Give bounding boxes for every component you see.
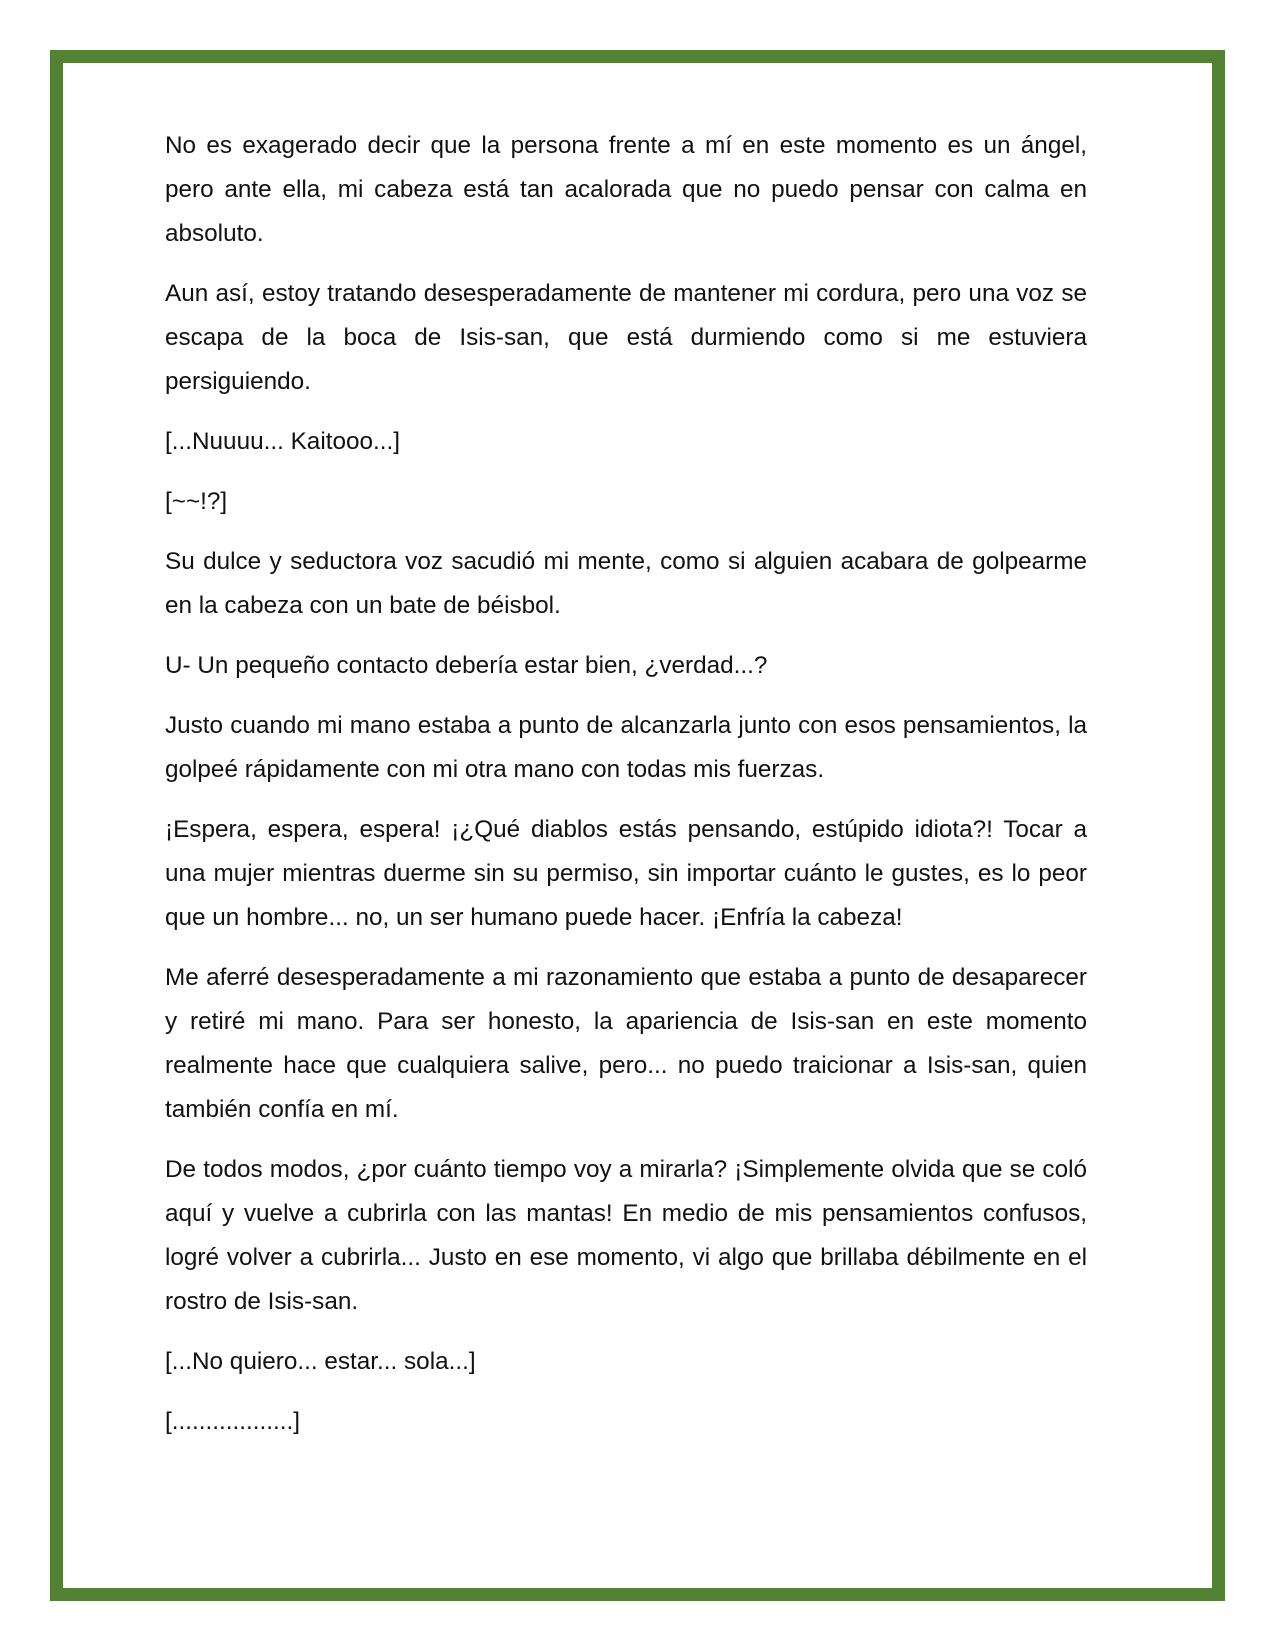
dialogue-line: [...Nuuuu... Kaitooo...]	[165, 428, 401, 455]
dialogue-line: [...No quiero... estar... sola...]	[165, 1348, 476, 1375]
paragraph: Aun así, estoy tratando desesperadamente de mantener mi cordura, pero una voz se escapa de la boca de Isis-san, que está durmiendo como si me estuviera persiguiendo.	[165, 280, 1087, 395]
paragraph: No es exagerado decir que la persona frente a mí en este momento es un ángel, pero ante ella, mi cabeza está tan acalorada que no puedo pensar con calma en absoluto.	[165, 132, 1087, 247]
paragraph: ¡Espera, espera, espera! ¡¿Qué diablos estás pensando, estúpido idiota?! Tocar a una mujer mientras duerme sin su permiso, sin importar cuánto le gustes, es lo peor que un hombre... no, un ser humano puede hacer. ¡Enfría la cabeza!	[165, 816, 1087, 931]
paragraph: De todos modos, ¿por cuánto tiempo voy a mirarla? ¡Simplemente olvida que se coló aquí y vuelve a cubrirla con las mantas! En medio de mis pensamientos confusos, logré volver a cubrirla... Justo en ese momento, vi algo que brillaba débilmente en el rostro de Isis-san.	[165, 1156, 1087, 1315]
paragraph: Su dulce y seductora voz sacudió mi mente, como si alguien acabara de golpearme en la cabeza con un bate de béisbol.	[165, 548, 1087, 619]
paragraph: U- Un pequeño contacto debería estar bien, ¿verdad...?	[165, 652, 768, 679]
dialogue-line: [..................]	[165, 1408, 301, 1435]
paragraph: Justo cuando mi mano estaba a punto de alcanzarla junto con esos pensamientos, la golpeé rápidamente con mi otra mano con todas mis fuerzas.	[165, 712, 1087, 783]
document-body	[165, 124, 1087, 1460]
paragraph: Me aferré desesperadamente a mi razonamiento que estaba a punto de desaparecer y retiré mi mano. Para ser honesto, la apariencia de Isis-san en este momento realmente hace que cualquiera salive, pero... no puedo traicionar a Isis-san, quien también confía en mí.	[165, 964, 1087, 1123]
dialogue-line: [~~!?]	[165, 488, 228, 515]
